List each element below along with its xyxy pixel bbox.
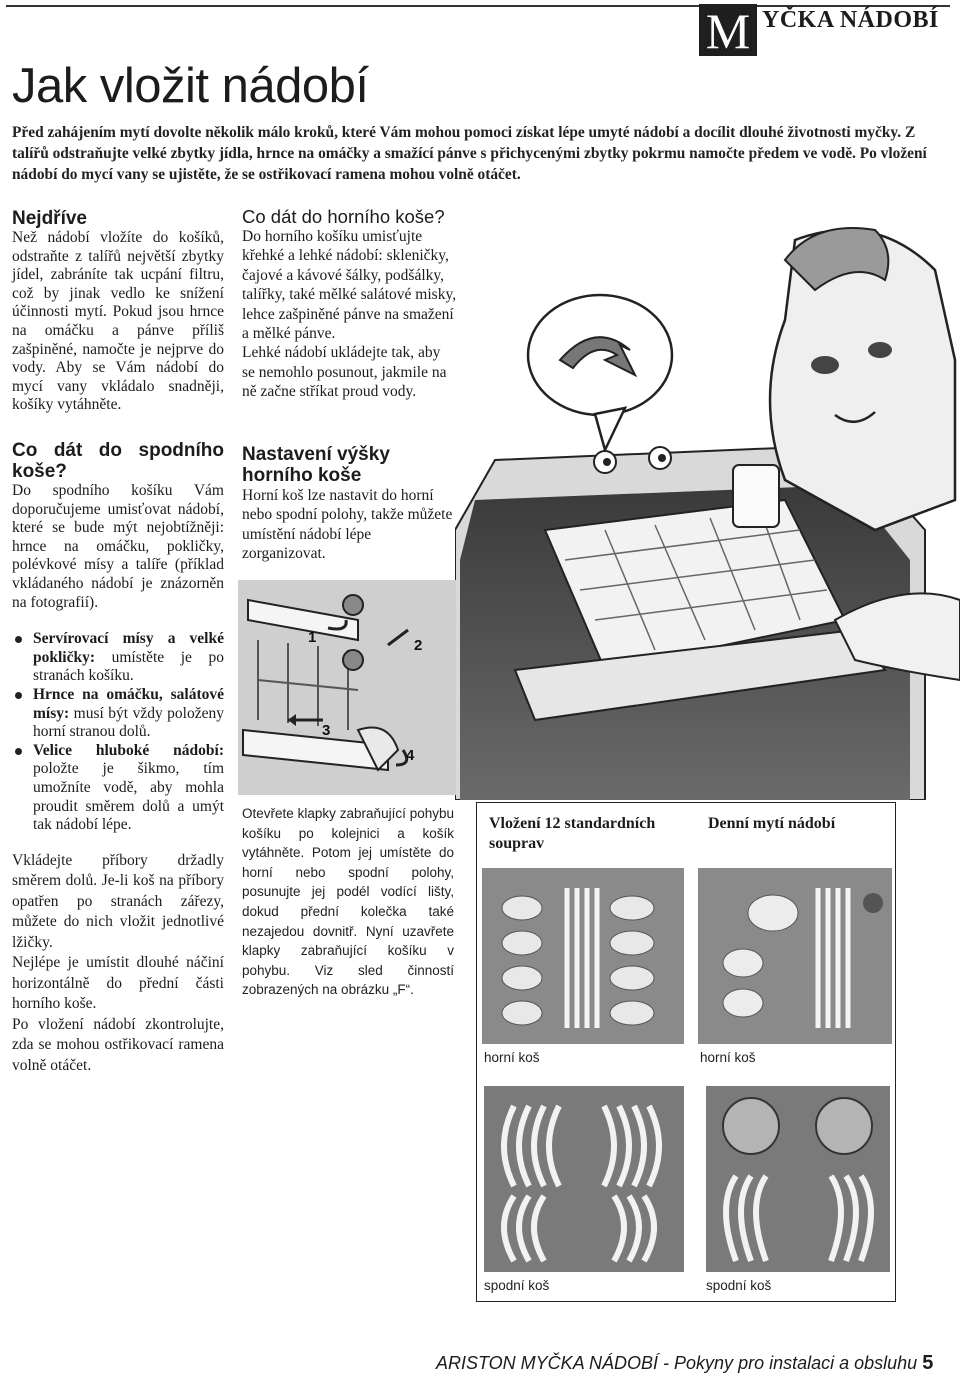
step-number: 4 [406,747,415,764]
lower-basket-section [12,440,224,1076]
footer-text: ARISTON MYČKA NÁDOBÍ - Pokyny pro instalaci a obsluhu [436,1353,918,1373]
caption-upper-left: horní koš [484,1050,540,1065]
list-item: Hrnce na omáčku, salátové mísy: musí být vždy položeny horní stranou dolů. [12,686,224,742]
upper-heading: Co dát do horního koše? [242,206,445,227]
height-section [242,444,457,564]
step-number: 2 [414,637,423,654]
section-title: YČKA NÁDOBÍ [762,7,939,33]
upper-basket-photo-left [482,868,684,1044]
lower-heading: Co dát do spodního koše? [12,440,224,482]
photo-title-right: Denní mytí nádobí [708,815,836,832]
cutlery-text: Vkládejte příbory držadly směrem dolů. Je-li koš na příbory opatřen po stranách zářezy, můžete do nich vložit jednotlivé lžičky. [12,851,224,951]
step-number: 1 [308,629,317,646]
height-text: Horní koš lze nastavit do horní nebo spodní polohy, takže můžete umístění nádobí lépe zorganizovat. [242,487,453,563]
page-title: Jak vložit nádobí [12,59,369,113]
caption-lower-left: spodní koš [484,1278,550,1293]
lower-basket-photo-left [484,1086,684,1272]
list-item: Servírovací mísy a velké pokličky: umístěte je po stranách košíku. [12,630,224,686]
intro-paragraph: Před zahájením mytí dovolte několik málo kroků, které Vám mohou pomoci získat lépe umyté nádobí a docílit dlouhé životnosti myčky. Z talířů odstraňujte velké zbytky jídla, hrnce na omáčky a smažící pánve s přichycenými zbytky pokrmu namočte předem ve vodě. Po vložení nádobí do mycí vany se ujistěte, že se ostřikovací ramena mohou volně otáčet. [12,124,927,183]
upper-basket-photo-right [698,868,892,1044]
first-section [12,208,224,415]
height-heading: Nastavení výšky horního koše [242,444,390,486]
photo-title-left: Vložení 12 standardních souprav [489,815,656,852]
height-instructions: Otevřete klapky zabraňující pohybu košíku po kolejnici a košík vytáhněte. Potom jej umístěte do horní nebo spodní polohy, posunujte jej podél vodící lišty, dokud přední kolečka také nezajedou dovnitř. Nyní uzavřete klapky zabraňující košíku v pohybu. Viz sled činností zobrazených na obrázku „F“. [242,806,454,998]
lower-basket-photo-right [706,1086,890,1272]
upper-text-1: Do horního košíku umisťujte křehké a lehké nádobí: skleničky, čajové a kávové šálky, podšálky, talířky, také mělké salátové misky, lehce zašpiněné pánve na smažení a mělké pánve. [242,228,457,343]
upper-text-2: Lehké nádobí ukládejte tak, aby se nemohlo posunout, jakmile na ně začne stříkat proud vody. [242,344,447,401]
lower-text: Do spodního košíku Vám doporučujeme umisťovat nádobí, které se bude mýt nejobtížněji: hrnce na omáčku, pokličky, polévkové mísy a talíře (příklad vkládaného nádobí je znázorněn na fotografií). [12,482,224,611]
caption-lower-right: spodní koš [706,1278,772,1293]
first-heading: Nejdříve [12,208,87,229]
upper-basket-section [242,206,457,402]
dishwasher-illustration [455,200,960,800]
page-number: 5 [922,1352,934,1374]
caption-upper-right: horní koš [700,1050,756,1065]
first-text: Než nádobí vložíte do košíků, odstraňte z talířů největší zbytky jídel, zabráníte tak ucpání filtru, což by jinak vedlo ke snížení účinnosti mytí. Pokud jsou hrnce na omáčku a pánve příliš zašpiněné, namočte je nejprve do vody. Aby se Vám nádobí do mycí vany vkládalo snadněji, košíky vytáhněte. [12,229,224,414]
height-adjustment-diagram [238,580,456,795]
section-initial: M [699,4,757,56]
lower-bullet-list [12,630,224,835]
long-utensils-text: Nejlépe je umístit dlouhé náčiní horizontálně do přední části horního koše. [12,954,224,1013]
check-text: Po vložení nádobí zkontrolujte, zda se mohou ostřikovací ramena volně otáčet. [12,1015,224,1074]
list-item: Velice hluboké nádobí: položte je šikmo, tím umožníte vodě, aby mohla proudit směrem dolů a umýt tak nádobí lépe. [12,742,224,835]
step-number: 3 [322,722,331,739]
footer [436,1352,933,1375]
